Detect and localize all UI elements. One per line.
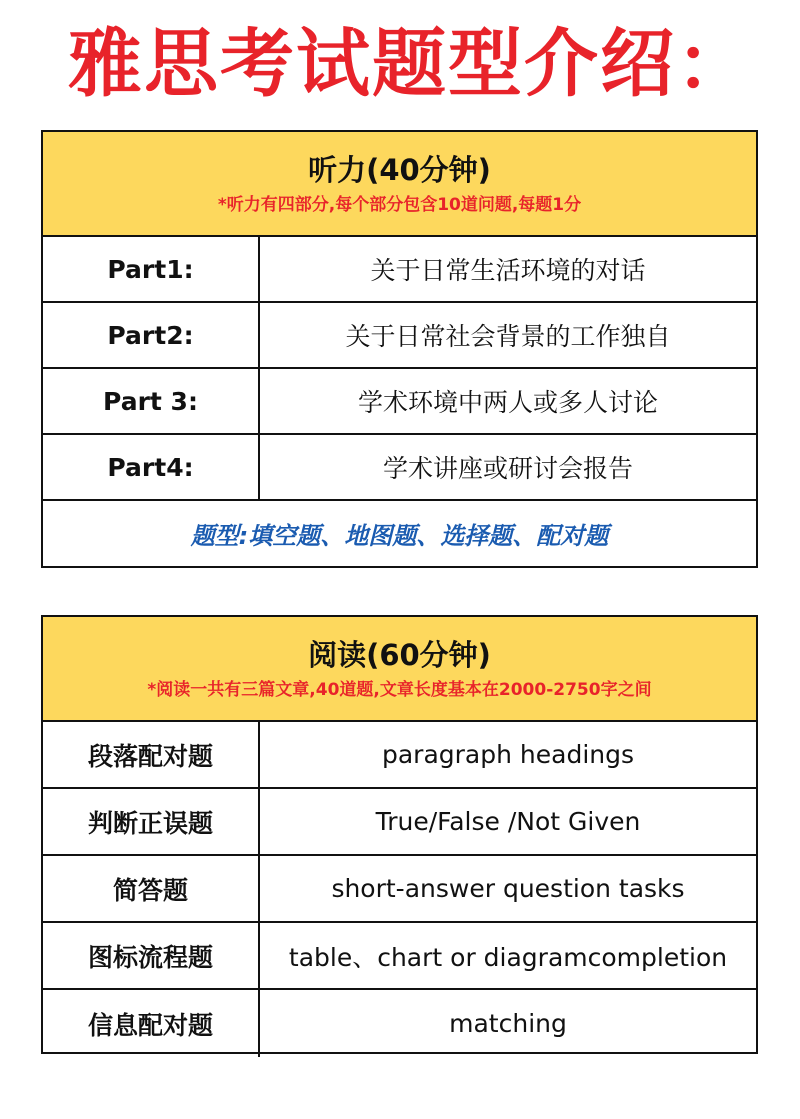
table-row xyxy=(43,856,756,923)
table-row xyxy=(43,303,756,369)
row-label: 信息配对题 xyxy=(43,990,260,1057)
table-row xyxy=(43,237,756,303)
row-label: Part4: xyxy=(43,435,260,499)
table-row xyxy=(43,923,756,990)
listening-footer: 题型:填空题、地图题、选择题、配对题 xyxy=(190,522,609,550)
row-label: Part2: xyxy=(43,303,260,367)
reading-title: 阅读(60分钟) xyxy=(308,638,491,672)
row-desc: True/False /Not Given xyxy=(375,807,641,836)
table-row xyxy=(43,990,756,1057)
row-desc: 学术环境中两人或多人讨论 xyxy=(357,388,658,417)
reading-table xyxy=(41,615,758,1054)
listening-title: 听力(40分钟) xyxy=(308,153,491,187)
listening-table xyxy=(41,130,758,568)
row-label: 图标流程题 xyxy=(43,923,260,988)
row-desc: short-answer question tasks xyxy=(331,874,685,903)
row-label: Part 3: xyxy=(43,369,260,433)
row-label: Part1: xyxy=(43,237,260,301)
row-desc: 学术讲座或研讨会报告 xyxy=(382,454,633,483)
table-row xyxy=(43,722,756,789)
reading-header xyxy=(43,617,756,722)
table-row xyxy=(43,789,756,856)
table-row xyxy=(43,369,756,435)
row-label: 段落配对题 xyxy=(43,722,260,787)
row-desc: table、chart or diagramcompletion xyxy=(288,942,728,972)
row-label: 简答题 xyxy=(43,856,260,921)
listening-header xyxy=(43,132,756,237)
reading-note: *阅读一共有三篇文章,40道题,文章长度基本在2000-2750字之间 xyxy=(147,680,652,700)
listening-note: *听力有四部分,每个部分包含10道问题,每题1分 xyxy=(217,195,582,215)
row-desc: 关于日常生活环境的对话 xyxy=(370,256,646,285)
row-desc: 关于日常社会背景的工作独自 xyxy=(345,322,671,351)
row-desc: matching xyxy=(449,1009,567,1038)
table-row xyxy=(43,435,756,501)
row-label: 判断正误题 xyxy=(43,789,260,854)
page-title: 雅思考试题型介绍： xyxy=(68,21,752,107)
row-desc: paragraph headings xyxy=(381,740,634,769)
